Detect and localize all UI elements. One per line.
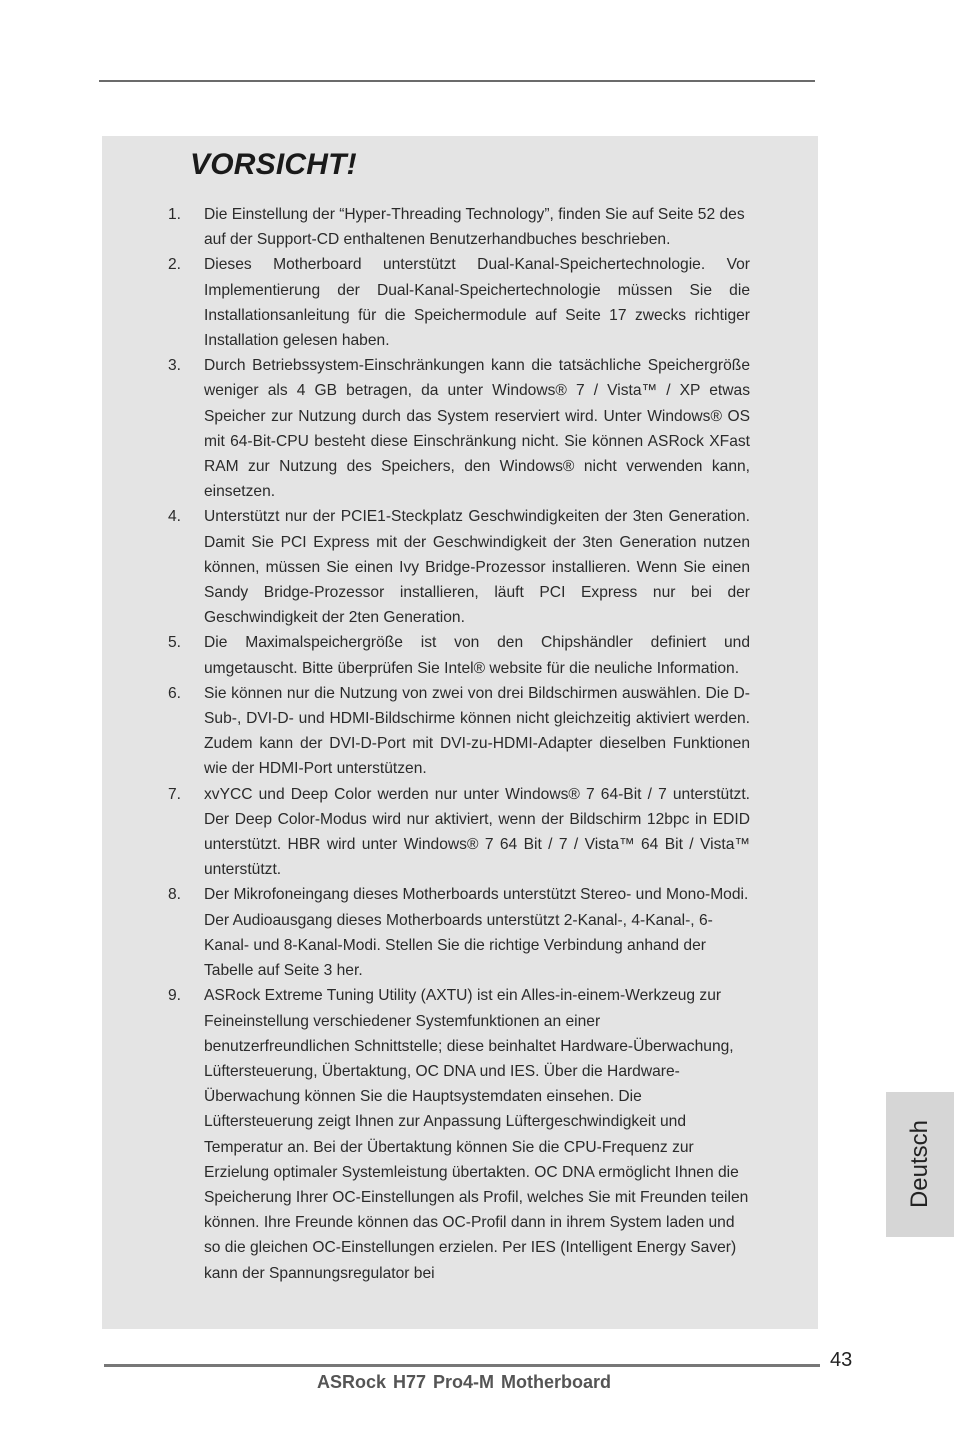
item-number: 4. bbox=[168, 508, 182, 526]
item-number: 5. bbox=[168, 634, 182, 652]
list-item bbox=[168, 681, 750, 782]
list-item bbox=[168, 504, 750, 630]
caution-list bbox=[168, 202, 750, 1286]
item-number: 3. bbox=[168, 357, 182, 375]
item-text: Dieses Motherboard unterstützt Dual-Kanal-Speichertechnologie. Vor Implementierung der Dual-Kanal-Speichertechnologie müssen Sie die Installationsanleitung für die Speichermodule auf Seite 17 zwecks richtiger Installation gelesen haben. bbox=[204, 256, 750, 350]
list-item bbox=[168, 882, 750, 983]
page-number: 43 bbox=[830, 1349, 853, 1371]
item-text: Die Einstellung der “Hyper-Threading Technology”, finden Sie auf Seite 52 des auf der Support-CD enthaltenen Benutzerhandbuches beschrieben. bbox=[204, 206, 745, 249]
bottom-divider bbox=[104, 1364, 820, 1367]
item-number: 9. bbox=[168, 987, 182, 1005]
list-item bbox=[168, 252, 750, 353]
item-text: Durch Betriebssystem-Einschränkungen kann die tatsächliche Speichergröße weniger als 4 GB betragen, da unter Windows® 7 / Vista™ / XP etwas Speicher zur Nutzung durch das System reserviert wird. Unter Windows® OS mit 64-Bit-CPU besteht diese Einschränkung nicht. Sie können ASRock XFast RAM zur Nutzung des Speichers, den Windows® nicht verwenden kann, einsetzen. bbox=[204, 357, 750, 501]
list-item bbox=[168, 630, 750, 680]
top-divider bbox=[99, 80, 815, 82]
list-item bbox=[168, 782, 750, 883]
item-number: 7. bbox=[168, 785, 182, 803]
item-number: 1. bbox=[168, 206, 182, 223]
list-item bbox=[168, 353, 750, 504]
language-tab-label: Deutsch bbox=[906, 1119, 933, 1209]
item-number: 8. bbox=[168, 886, 182, 904]
item-text: ASRock Extreme Tuning Utility (AXTU) ist ein Alles-in-einem-Werkzeug zur Feineinstellung verschiedener Systemfunktionen an einer benutzerfreundlichen Schnittstelle; diese beinhaltet Hardware-Überwachung, Lüftersteuerung, Übertaktung, OC DNA und IES. Über die Hardware-Überwachung können Sie die Hauptsystemdaten einsehen. Die Lüftersteuerung zeigt Ihnen zur Anpassung Lüftergeschwindigkeit und Temperatur an. Bei der Übertaktung können Sie die CPU-Frequenz zur Erzielung optimaler Systemleistung übertakten. OC DNA ermöglicht Ihnen die Speicherung Ihrer OC-Einstellungen als Profil, welches Sie mit Freunden teilen können. Ihre Freunde können das OC-Profil dann in ihrem System laden und so die gleichen OC-Einstellungen erzielen. Per IES (Intelligent Energy Saver) kann der Spannungsregulator bei bbox=[204, 987, 749, 1282]
footer-title: ASRock H77 Pro4-M Motherboard bbox=[317, 1372, 612, 1392]
list-item bbox=[168, 983, 750, 1285]
item-text: Der Mikrofoneingang dieses Motherboards unterstützt Stereo- und Mono-Modi. Der Audioausgang dieses Motherboards unterstützt 2-Kanal-, 4-Kanal-, 6-Kanal- und 8-Kanal-Modi. Stellen Sie die richtige Verbindung anhand der Tabelle auf Seite 3 her. bbox=[204, 886, 749, 980]
item-number: 2. bbox=[168, 256, 182, 274]
item-number: 6. bbox=[168, 684, 182, 702]
item-text: Die Maximalspeichergröße ist von den Chipshändler definiert und umgetauscht. Bitte überprüfen Sie Intel® website für die neuliche Information. bbox=[204, 634, 750, 677]
list-item bbox=[168, 202, 750, 252]
language-tab bbox=[886, 1092, 954, 1237]
item-text: xvYCC und Deep Color werden nur unter Windows® 7 64-Bit / 7 unterstützt. Der Deep Color-Modus wird nur aktiviert, wenn der Bildschirm 12bpc in EDID unterstützt. HBR wird unter Windows® 7 64 Bit / 7 / Vista™ 64 Bit / Vista™ unterstützt. bbox=[204, 785, 750, 879]
item-text: Sie können nur die Nutzung von zwei von drei Bildschirmen auswählen. Die D-Sub-, DVI-D- und HDMI-Bildschirme können nicht gleichzeitig aktiviert werden. Zudem kann der DVI-D-Port mit DVI-zu-HDMI-Adapter dieselben Funktionen wie der HDMI-Port unterstützen. bbox=[204, 684, 750, 778]
caution-title: VORSICHT! bbox=[190, 148, 357, 181]
item-text: Unterstützt nur der PCIE1-Steckplatz Geschwindigkeiten der 3ten Generation. Damit Sie PCI Express mit der Geschwindigkeit der 3ten Generation nutzen können, müssen Sie einen Ivy Bridge-Prozessor installieren. Wenn Sie einen Sandy Bridge-Prozessor installieren, läuft PCI Express nur bei der Geschwindigkeit der 2ten Generation. bbox=[204, 508, 750, 627]
